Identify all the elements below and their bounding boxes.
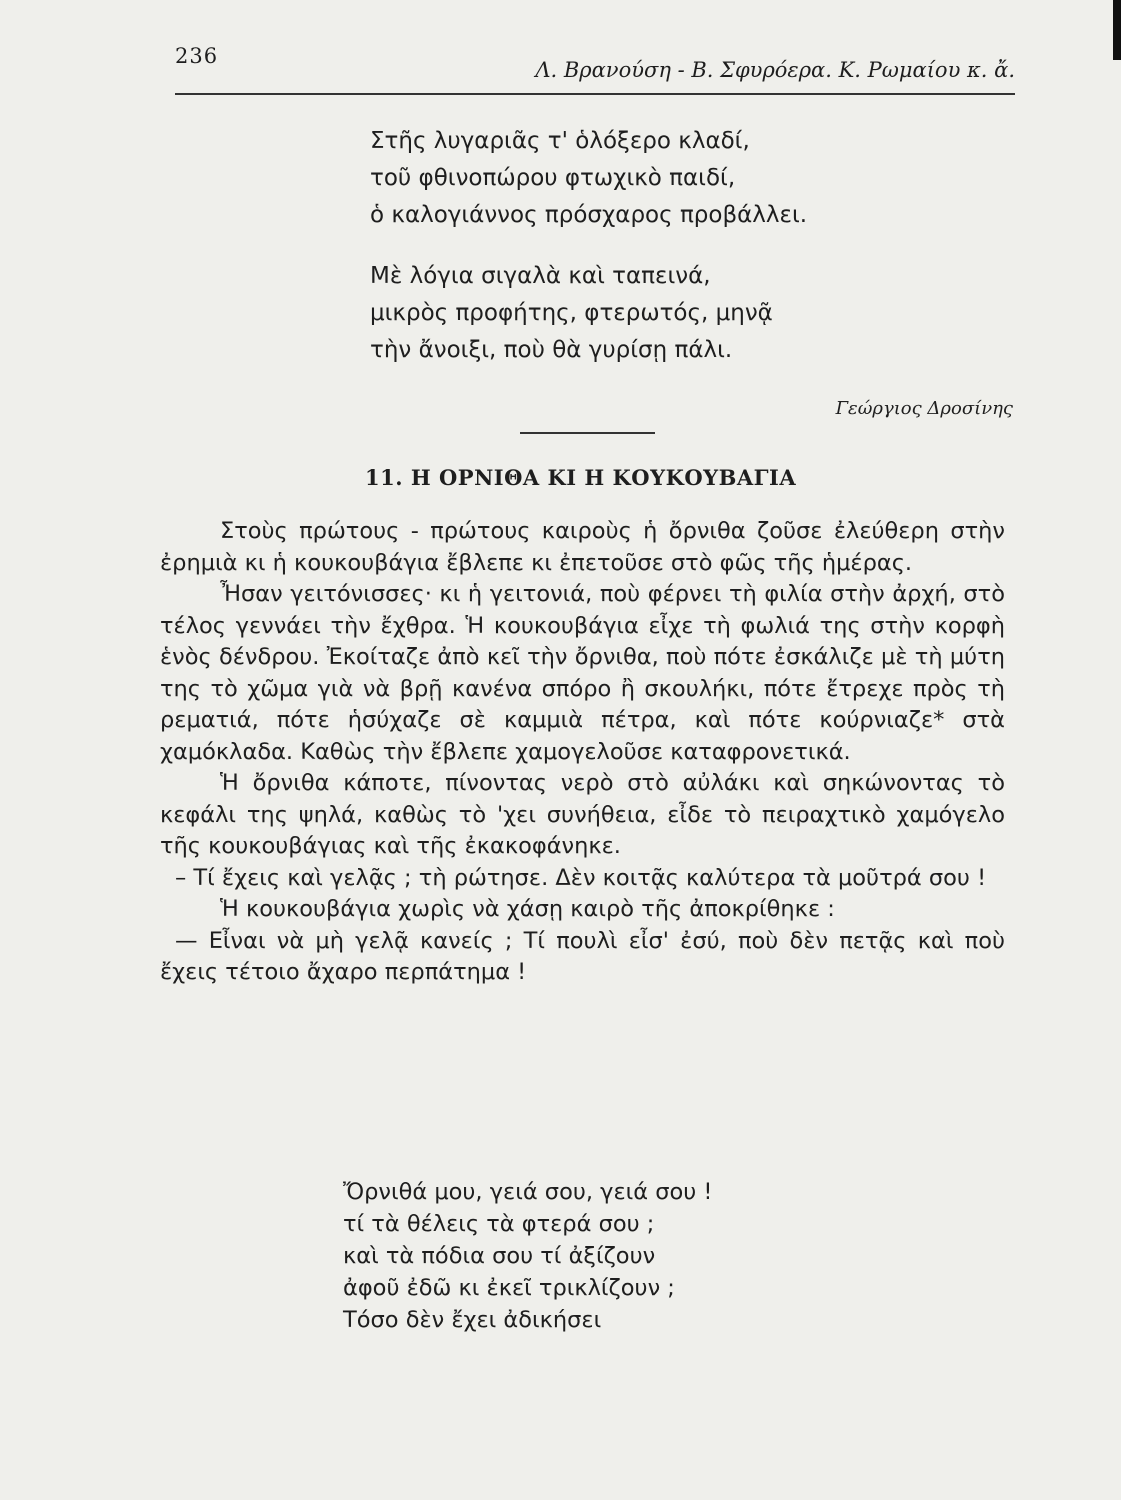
poem-stanza-2 bbox=[370, 258, 773, 369]
section-divider bbox=[520, 432, 655, 434]
verse-line: καὶ τὰ πόδια σου τί ἀξίζουν bbox=[343, 1243, 656, 1269]
verse-line: ἀφοῦ ἐδῶ κι ἐκεῖ τρικλίζουν ; bbox=[343, 1275, 675, 1301]
poem-line: τοῦ φθινοπώρου φτωχικὸ παιδί, bbox=[370, 165, 736, 191]
poem-line: Στῆς λυγαριᾶς τ' ὁλόξερο κλαδί, bbox=[370, 128, 750, 154]
poem-line: τὴν ἄνοιξι, ποὺ θὰ γυρίσῃ πάλι. bbox=[370, 337, 733, 363]
story-body bbox=[160, 516, 1005, 989]
page-number: 236 bbox=[175, 44, 219, 68]
poem-line: Μὲ λόγια σιγαλὰ καὶ ταπεινά, bbox=[370, 263, 711, 289]
dialogue-paragraph: – Τί ἔχεις καὶ γελᾷς ; τὴ ρώτησε. Δὲν κοιτᾷς καλύτερα τὰ μοῦτρά σου ! bbox=[175, 864, 987, 891]
paragraph: Ἡ κουκουβάγια χωρὶς νὰ χάσῃ καιρὸ τῆς ἀποκρίθηκε : bbox=[220, 896, 835, 922]
verse-line: τί τὰ θέλεις τὰ φτερά σου ; bbox=[343, 1211, 655, 1237]
verse-block bbox=[343, 1176, 712, 1336]
paragraph: Ἦσαν γειτόνισσες· κι ἡ γειτονιά, ποὺ φέρνει τὴ φιλία στὴν ἀρχή, στὸ τέλος γεννάει τὴν ἔχθρα. Ἡ κουκουβάγια εἶχε τὴ φωλιά της στὴν κορφὴ ἑνὸς δένδρου. Ἐκοίταζε ἀπὸ κεῖ τὴν ὄρνιθα, ποὺ πότε ἐσκάλιζε μὲ τὴ μύτη της τὸ χῶμα γιὰ νὰ βρῇ κανένα σπόρο ἢ σκουλήκι, πότε ἔτρεχε πρὸς τὴ ρεματιά, πότε ἡσύχαζε σὲ καμμιὰ πέτρα, καὶ πότε κούρνιαζε* στὰ χαμόκλαδα. Καθὼς τὴν ἔβλεπε χαμογελοῦσε καταφρονετικά. bbox=[160, 581, 1005, 765]
paragraph: Στοὺς πρώτους - πρώτους καιροὺς ἡ ὄρνιθα ζοῦσε ἐλεύθερη στὴν ἐρημιὰ κι ἡ κουκουβάγια ἔβλεπε κι ἐπετοῦσε στὸ φῶς τῆς ἡμέρας. bbox=[160, 518, 1005, 576]
verse-line: Τόσο δὲν ἔχει ἀδικήσει bbox=[343, 1307, 602, 1333]
poem-attribution: Γεώργιος Δροσίνης bbox=[835, 398, 1013, 419]
poem-stanza-1 bbox=[370, 123, 807, 234]
dialogue-paragraph: — Εἶναι νὰ μὴ γελᾷ κανείς ; Τί πουλὶ εἶσ' ἐσύ, ποὺ δὲν πετᾷς καὶ ποὺ ἔχεις τέτοιο ἄχαρο περπάτημα ! bbox=[160, 927, 1005, 985]
poem-line: μικρὸς προφήτης, φτερωτός, μηνᾷ bbox=[370, 300, 773, 326]
header-rule bbox=[175, 93, 1015, 95]
verse-line: Ὄρνιθά μου, γειά σου, γειά σου ! bbox=[343, 1179, 713, 1205]
paragraph: Ἡ ὄρνιθα κάποτε, πίνοντας νερὸ στὸ αὐλάκι καὶ σηκώνοντας τὸ κεφάλι της ψηλά, καθὼς τὸ 'χει συνήθεια, εἶδε τὸ πειραχτικὸ χαμόγελο τῆς κουκουβάγιας καὶ τῆς ἐκακοφάνηκε. bbox=[160, 770, 1005, 859]
page-header bbox=[175, 40, 1015, 88]
running-head: Λ. Βρανούση - Β. Σφυρόερα. Κ. Ρωμαίου κ. ἄ. bbox=[535, 58, 1015, 82]
section-title: 11. Η ΟΡΝΙΘΑ ΚΙ Η ΚΟΥΚΟΥΒΑΓΙΑ bbox=[365, 465, 797, 490]
page-edge-shadow bbox=[1113, 0, 1121, 60]
poem-line: ὁ καλογιάννος πρόσχαρος προβάλλει. bbox=[370, 202, 808, 228]
